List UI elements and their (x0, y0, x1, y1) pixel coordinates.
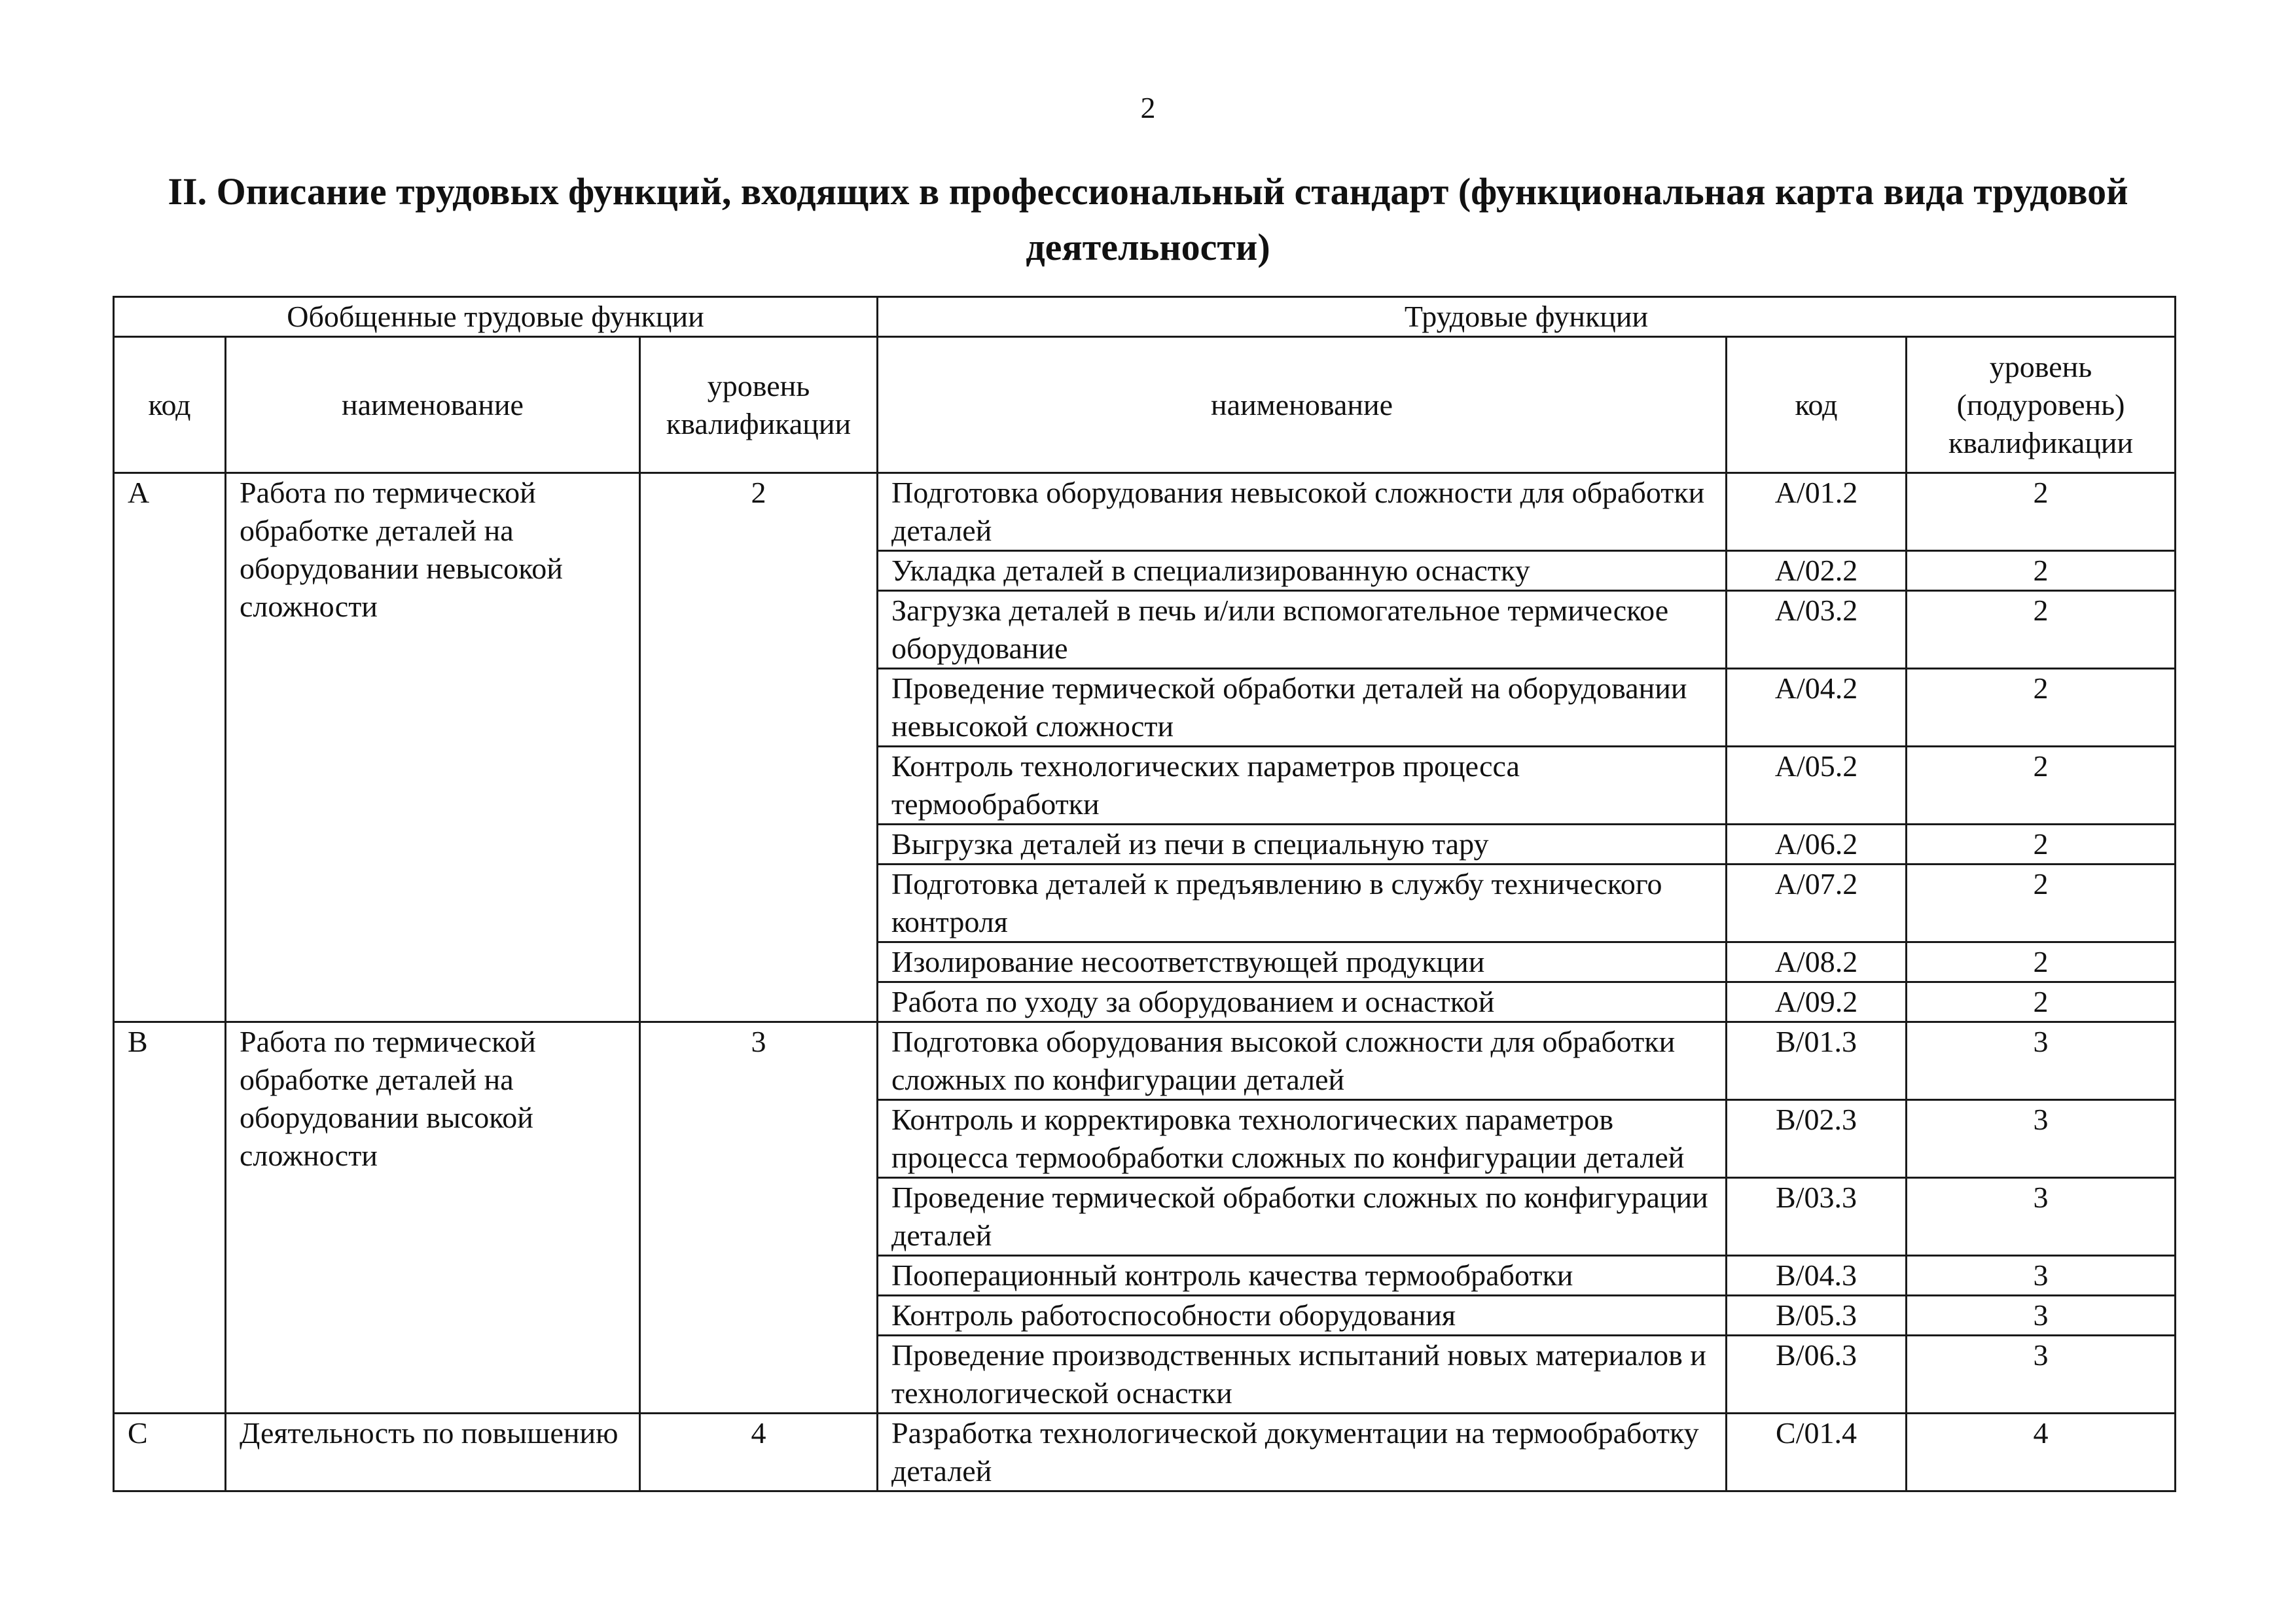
function-name: Подготовка деталей к предъявлению в службу технического контроля (878, 865, 1727, 942)
function-level: 2 (1907, 551, 2176, 591)
function-code: A/02.2 (1727, 551, 1907, 591)
function-name: Загрузка деталей в печь и/или вспомогательное термическое оборудование (878, 591, 1727, 669)
header-fn-code: код (1727, 337, 1907, 473)
function-name: Пооперационный контроль качества термообработки (878, 1256, 1727, 1296)
function-code: B/05.3 (1727, 1296, 1907, 1336)
function-code: B/04.3 (1727, 1256, 1907, 1296)
functional-map-table (113, 296, 2176, 1492)
function-code: A/03.2 (1727, 591, 1907, 669)
group-name: Деятельность по повышению (226, 1414, 640, 1491)
function-name: Работа по уходу за оборудованием и оснасткой (878, 982, 1727, 1022)
function-level: 2 (1907, 942, 2176, 982)
function-name: Проведение термической обработки деталей на оборудовании невысокой сложности (878, 669, 1727, 747)
function-level: 2 (1907, 591, 2176, 669)
function-code: A/06.2 (1727, 825, 1907, 865)
function-level: 2 (1907, 865, 2176, 942)
function-level: 3 (1907, 1022, 2176, 1100)
header-qual-level: уровень квалификации (640, 337, 878, 473)
function-name: Контроль технологических параметров процесса термообработки (878, 747, 1727, 825)
function-name: Изолирование несоответствующей продукции (878, 942, 1727, 982)
header-group-row (114, 297, 2176, 337)
function-level: 2 (1907, 473, 2176, 551)
header-columns-row (114, 337, 2176, 473)
function-name: Укладка деталей в специализированную оснастку (878, 551, 1727, 591)
function-level: 2 (1907, 982, 2176, 1022)
group-level: 3 (640, 1022, 878, 1414)
table-body (114, 473, 2176, 1491)
function-level: 3 (1907, 1336, 2176, 1414)
function-name: Проведение производственных испытаний новых материалов и технологической оснастки (878, 1336, 1727, 1414)
table-row (114, 473, 2176, 551)
function-name: Контроль работоспособности оборудования (878, 1296, 1727, 1336)
function-code: B/01.3 (1727, 1022, 1907, 1100)
function-name: Подготовка оборудования невысокой сложности для обработки деталей (878, 473, 1727, 551)
group-code: C (114, 1414, 226, 1491)
function-level: 3 (1907, 1100, 2176, 1178)
table-row (114, 1414, 2176, 1491)
header-generalized-functions: Обобщенные трудовые функции (114, 297, 878, 337)
group-level: 2 (640, 473, 878, 1022)
function-code: A/01.2 (1727, 473, 1907, 551)
function-level: 4 (1907, 1414, 2176, 1491)
group-name: Работа по термической обработке деталей на оборудовании невысокой сложности (226, 473, 640, 1022)
function-name: Подготовка оборудования высокой сложности для обработки сложных по конфигурации деталей (878, 1022, 1727, 1100)
function-name: Выгрузка деталей из печи в специальную тару (878, 825, 1727, 865)
header-labor-functions: Трудовые функции (878, 297, 2176, 337)
function-name: Проведение термической обработки сложных по конфигурации деталей (878, 1178, 1727, 1256)
group-level: 4 (640, 1414, 878, 1491)
function-level: 3 (1907, 1296, 2176, 1336)
group-name: Работа по термической обработке деталей на оборудовании высокой сложности (226, 1022, 640, 1414)
function-level: 2 (1907, 669, 2176, 747)
function-code: A/09.2 (1727, 982, 1907, 1022)
header-code: код (114, 337, 226, 473)
function-name: Разработка технологической документации на термообработку деталей (878, 1414, 1727, 1491)
section-title: II. Описание трудовых функций, входящих в профессиональный стандарт (функциональная карта вида трудовой деятельности) (168, 170, 2128, 268)
function-code: B/02.3 (1727, 1100, 1907, 1178)
function-code: C/01.4 (1727, 1414, 1907, 1491)
function-code: A/08.2 (1727, 942, 1907, 982)
page-number: 2 (1140, 91, 1156, 124)
header-fn-name: наименование (878, 337, 1727, 473)
function-code: A/04.2 (1727, 669, 1907, 747)
function-level: 2 (1907, 747, 2176, 825)
header-fn-level: уровень (подуровень) квалификации (1907, 337, 2176, 473)
table-row (114, 1022, 2176, 1100)
function-code: B/06.3 (1727, 1336, 1907, 1414)
function-code: A/05.2 (1727, 747, 1907, 825)
function-level: 2 (1907, 825, 2176, 865)
function-code: B/03.3 (1727, 1178, 1907, 1256)
function-name: Контроль и корректировка технологических параметров процесса термообработки сложных по конфигурации деталей (878, 1100, 1727, 1178)
group-code: A (114, 473, 226, 1022)
header-name: наименование (226, 337, 640, 473)
group-code: B (114, 1022, 226, 1414)
function-level: 3 (1907, 1256, 2176, 1296)
function-level: 3 (1907, 1178, 2176, 1256)
function-code: A/07.2 (1727, 865, 1907, 942)
